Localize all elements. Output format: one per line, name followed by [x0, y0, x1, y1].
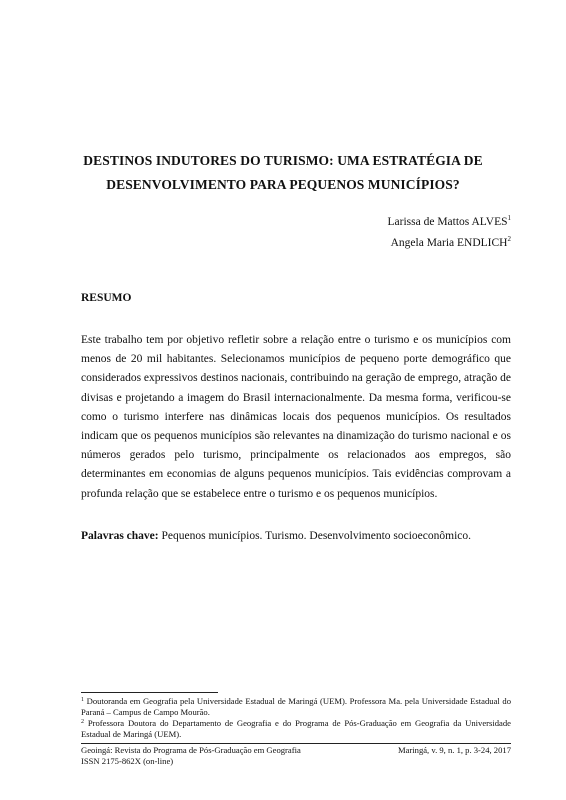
footer-divider [81, 743, 511, 744]
abstract-text: Este trabalho tem por objetivo refletir sobre a relação entre o turismo e os municípios com menos de 20 mil habitantes. Selecionamos municípios de pequeno porte demográfico que considerados expressivos destinos nacionais, contribuindo na geração de emprego, atração de divisas e projetando a imagem do Brasil internacionalmente. Da mesma forma, verificou-se como o turismo interfere nas dinâmicas locais dos pequenos municípios. Os resultados indicam que os pequenos municípios são relevantes na dinamização do turismo nacional e os números gerados pelo turismo, principalmente os relacionados aos empregos, são determinantes em economias de alguns pequenos municípios. Tais evidências comprovam a profunda relação que se estabelece entre o turismo e os pequenos municípios. [81, 334, 511, 500]
footer-issn: ISSN 2175-862X (on-line) [81, 756, 174, 766]
keywords-text: Pequenos municípios. Turismo. Desenvolvimento socioeconômico. [161, 530, 472, 542]
keywords-label: Palavras chave: [81, 530, 159, 542]
author-name: Angela Maria ENDLICH [390, 237, 508, 249]
title-line-1: DESTINOS INDUTORES DO TURISMO: UMA ESTRATÉGIA DE [83, 153, 483, 168]
paper-title [60, 149, 506, 197]
title-line-2: DESENVOLVIMENTO PARA PEQUENOS MUNICÍPIOS? [106, 177, 460, 192]
author-footnote-mark[interactable]: 2 [507, 235, 511, 243]
page-footer [81, 745, 511, 767]
author-footnote-mark[interactable]: 1 [507, 214, 511, 222]
abstract-heading: RESUMO [81, 292, 132, 304]
footnote-divider [81, 692, 218, 693]
footer-row [81, 745, 511, 756]
author-name: Larissa de Mattos ALVES [387, 216, 508, 228]
footnote-mark: 1 [81, 697, 84, 703]
footnotes [81, 696, 511, 740]
footnote-1 [81, 696, 511, 718]
author-2 [388, 233, 512, 254]
footnote-2 [81, 718, 511, 740]
footer-citation: Maringá, v. 9, n. 1, p. 3-24, 2017 [397, 745, 511, 755]
footer-journal: Geoingá: Revista do Programa de Pós-Graduação em Geografia [81, 745, 301, 755]
author-list [388, 212, 512, 254]
footnote-text: Professora Doutora do Departamento de Geografia e do Programa de Pós-Graduação em Geografia da Universidade Estadual de Maringá (UEM). [81, 718, 511, 739]
author-1 [388, 212, 512, 233]
footnote-mark: 2 [81, 719, 84, 725]
keywords [81, 528, 511, 544]
footnote-text: Doutoranda em Geografia pela Universidade Estadual de Maringá (UEM). Professora Ma. pela Universidade Estadual do Paraná – Campus de Campo Mourão. [81, 696, 511, 717]
